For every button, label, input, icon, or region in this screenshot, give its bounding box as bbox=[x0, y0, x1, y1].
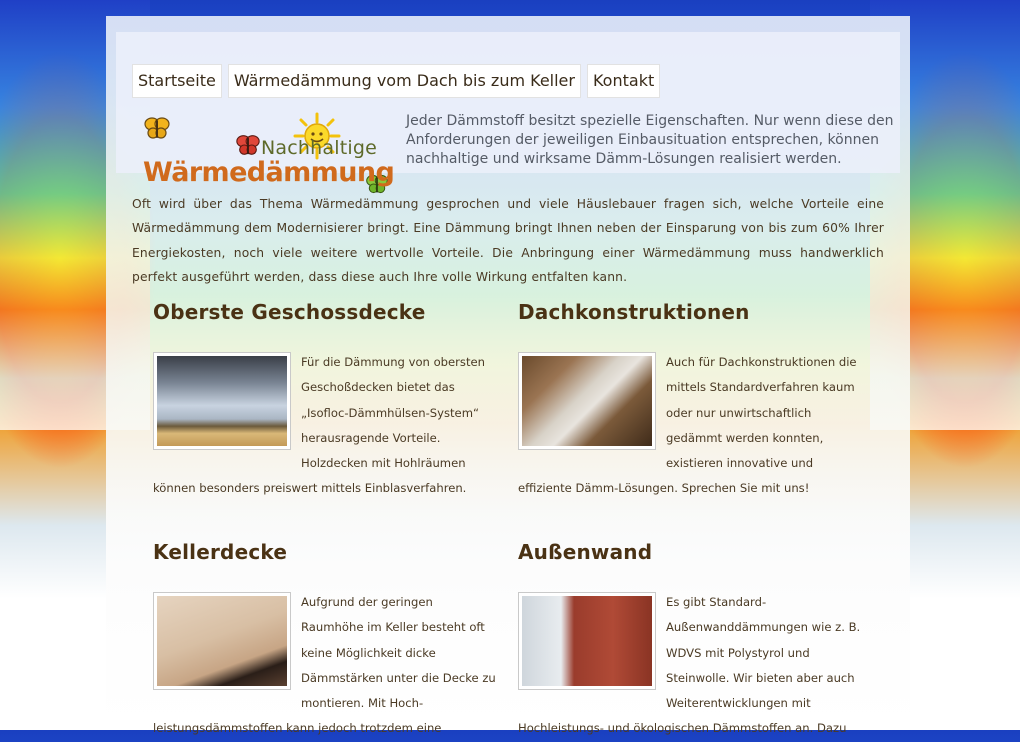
page-container bbox=[106, 16, 910, 736]
nav-item-waermedaemmung[interactable]: Wärmedämmung vom Dach bis zum Keller bbox=[228, 64, 581, 98]
section-image[interactable] bbox=[153, 592, 291, 690]
butterfly-icon bbox=[235, 132, 261, 158]
section-image[interactable] bbox=[518, 352, 656, 450]
section-image[interactable] bbox=[153, 352, 291, 450]
section-text: Es gibt Standard-Außenwanddämmungen wie z. B. WDVS mit Polystyrol und Steinwolle. Wir bieten aber auch Weiterentwicklungen mit Hochleistungs- und ökologischen Dämmstoffen an. Dazu bbox=[518, 595, 861, 736]
section-kellerdecke bbox=[153, 540, 498, 742]
nav-item-kontakt[interactable]: Kontakt bbox=[587, 64, 660, 98]
header bbox=[116, 32, 900, 188]
section-title: Dachkonstruktionen bbox=[518, 300, 750, 324]
logo[interactable] bbox=[143, 114, 393, 198]
logo-line-2: Wärmedämmung bbox=[143, 157, 395, 188]
butterfly-icon bbox=[143, 114, 171, 142]
section-dachkonstruktionen bbox=[518, 300, 863, 502]
main-nav bbox=[132, 64, 660, 98]
intro-paragraph: Oft wird über das Thema Wärmedämmung gesprochen und viele Häuslebauer fragen sich, welche Vorteile eine Wärmedämmung dem Modernisierer bringt. Eine Dämmung bringt Ihnen neben der Einsparung von bis zum 60% Ihrer Energiekosten, noch viele weitere wertvolle Vorteile. Die Anbringung einer Wärmedämmung muss handwerklich perfekt ausgeführt werden, dass diese auch Ihre volle Wirkung entfalten kann. bbox=[132, 197, 884, 284]
nav-item-startseite[interactable]: Startseite bbox=[132, 64, 222, 98]
section-image[interactable] bbox=[518, 592, 656, 690]
section-title: Außenwand bbox=[518, 540, 653, 564]
header-tagline: Jeder Dämmstoff besitzt spezielle Eigenschaften. Nur wenn diese den Anforderungen der jeweiligen Einbausituation entsprechen, können nachhaltige und wirksame Dämm-Lösungen realisiert werden. bbox=[406, 113, 894, 167]
section-title: Kellerdecke bbox=[153, 540, 288, 564]
logo-line-1: Nachhaltige bbox=[261, 137, 377, 159]
section-text: Aufgrund der geringen Raumhöhe im Keller besteht oft keine Möglichkeit dicke Dämmstärken unter die Decke zu montieren. Mit Hoch-leistungsdämmstoffen kann jedoch trotzdem eine bbox=[153, 595, 496, 736]
section-text: Für die Dämmung von obersten Geschoßdecken bietet das „Isofloc-Dämmhülsen-System“ herausragende Vorteile. Holzdecken mit Hohlräumen können besonders preiswert mittels Einblasverfahren. bbox=[153, 355, 485, 496]
section-title: Oberste Geschossdecke bbox=[153, 300, 426, 324]
section-oberste-geschossdecke bbox=[153, 300, 498, 502]
section-text: Auch für Dachkonstruktionen die mittels Standardverfahren kaum oder nur unwirtschaftlich gedämmt werden konnten, existieren innovative und effiziente Dämm-Lösungen. Sprechen Sie mit uns! bbox=[518, 355, 857, 496]
section-aussenwand bbox=[518, 540, 863, 742]
